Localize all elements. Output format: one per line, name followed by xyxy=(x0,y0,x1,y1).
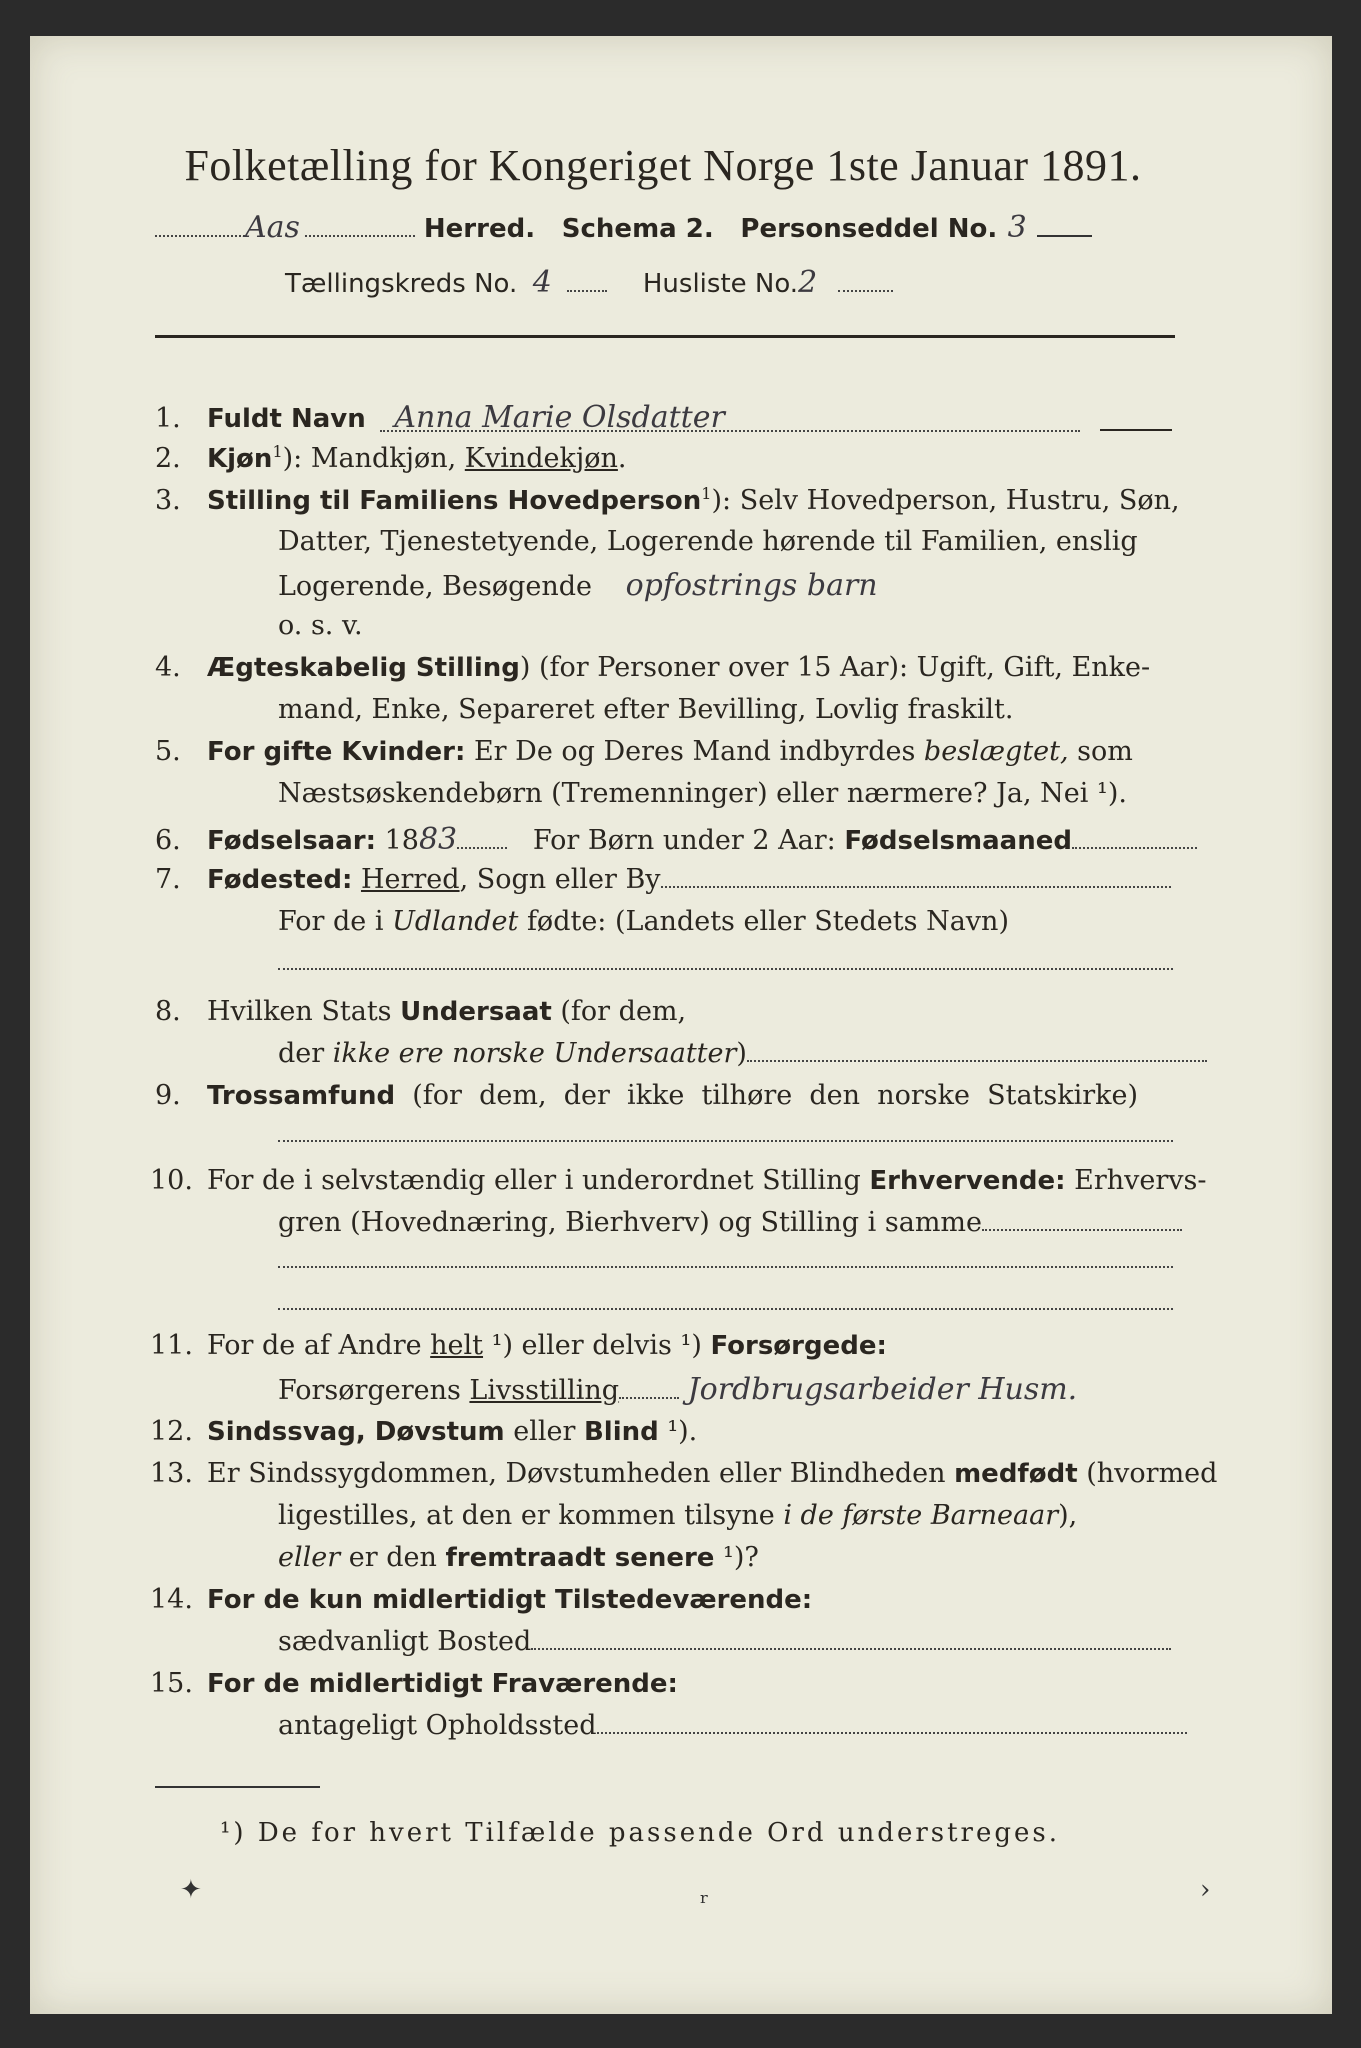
kreds-line xyxy=(285,265,893,300)
personseddel-label: Personseddel No. xyxy=(740,214,998,244)
herred-value: Aas xyxy=(245,210,300,245)
occupation-label: Erhvervende: xyxy=(869,1166,1066,1196)
item-occupation: 10. For de i selvstændig eller i underordnet Stilling Erhvervende: Erhvervs- xyxy=(150,1165,1207,1196)
sex-female-underlined: Kvindekjøn xyxy=(464,443,618,474)
congenital-label: medfødt xyxy=(954,1459,1078,1489)
item-dependents: 11. For de af Andre helt ¹) eller delvis ¹) Forsørgede: xyxy=(150,1330,887,1361)
item-disability: 12. Sindssvag, Døvstum eller Blind ¹). xyxy=(150,1416,698,1447)
item-religion: 9. Trossamfund (for dem, der ikke tilhøre den norske Statskirke) xyxy=(155,1080,1139,1111)
corner-mark-center: ᵣ xyxy=(700,1880,710,1910)
personseddel-value: 3 xyxy=(1007,210,1027,245)
marital-status-label: Ægteskabelig Stilling xyxy=(207,653,520,683)
kreds-value: 4 xyxy=(532,265,552,300)
item-birth-year: 6. Fødselsaar: 1883 For Børn under 2 Aar: Fødselsmaaned xyxy=(155,822,1197,857)
item-family-position: 3. Stilling til Familiens Hovedperson$^1$): Selv Hovedperson, Hustru, Søn, xyxy=(155,484,1180,516)
family-position-value: opfostrings barn xyxy=(625,568,878,603)
full-name-label: Fuldt Navn xyxy=(207,404,366,434)
corner-mark-right: › xyxy=(1200,1875,1211,1905)
full-name-value: Anna Marie Olsdatter xyxy=(394,400,725,435)
corner-mark-left: ✦ xyxy=(180,1875,202,1905)
item-full-name: 1. Fuldt Navn Anna Marie Olsdatter xyxy=(155,400,725,435)
birthplace-herred-underlined: Herred xyxy=(360,864,460,895)
item-marital-status: 4. Ægteskabelig Stilling) (for Personer over 15 Aar): Ugift, Gift, Enke- xyxy=(155,652,1151,683)
item-sex: 2. Kjøn$^1$): Mandkjøn, Kvindekjøn. xyxy=(155,442,627,474)
citizenship-label: Undersaat xyxy=(400,997,552,1027)
birth-year-label: Fødselsaar: xyxy=(207,826,376,856)
item-married-women: 5. For gifte Kvinder: Er De og Deres Mand indbyrdes beslægtet, som xyxy=(155,736,1133,767)
herred-label: Herred. xyxy=(423,214,536,244)
footnote-divider xyxy=(155,1786,320,1788)
temporarily-present-label: For de kun midlertidigt Tilstedeværende: xyxy=(207,1585,813,1615)
family-position-label: Stilling til Familiens Hovedperson xyxy=(207,486,702,516)
kreds-label: Tællingskreds No. xyxy=(285,269,518,299)
item-congenital: 13. Er Sindssygdommen, Døvstumheden eller Blindheden medfødt (hvormed xyxy=(150,1458,1218,1489)
item-temporarily-present: 14. For de kun midlertidigt Tilstedeværende: xyxy=(150,1584,813,1615)
herred-line xyxy=(155,210,1092,245)
sex-label: Kjøn xyxy=(207,444,273,474)
temporarily-absent-label: For de midlertidigt Fraværende: xyxy=(207,1669,678,1699)
provider-occupation-value: Jordbrugsarbeider Husm. xyxy=(687,1372,1078,1407)
footnote: ¹) De for hvert Tilfælde passende Ord understreges. xyxy=(220,1818,1061,1848)
married-women-label: For gifte Kvinder: xyxy=(207,737,466,767)
item-temporarily-absent: 15. For de midlertidigt Fraværende: xyxy=(150,1668,678,1699)
religion-label: Trossamfund xyxy=(207,1081,396,1111)
dependents-label: Forsørgede: xyxy=(710,1331,887,1361)
form-title: Folketælling for Kongeriget Norge 1ste Januar 1891. xyxy=(184,141,1142,190)
item-birthplace: 7. Fødested: Herred, Sogn eller By xyxy=(155,864,1171,895)
header-divider xyxy=(155,335,1175,338)
husliste-label: Husliste No. xyxy=(642,269,799,299)
birth-year-value: 83 xyxy=(418,822,458,857)
disability-label: Sindssvag, Døvstum xyxy=(207,1417,505,1447)
schema-label: Schema 2. xyxy=(561,214,714,244)
husliste-value: 2 xyxy=(798,265,818,300)
birthplace-label: Fødested: xyxy=(207,865,353,895)
item-citizenship: 8. Hvilken Stats Undersaat (for dem, xyxy=(155,996,687,1027)
